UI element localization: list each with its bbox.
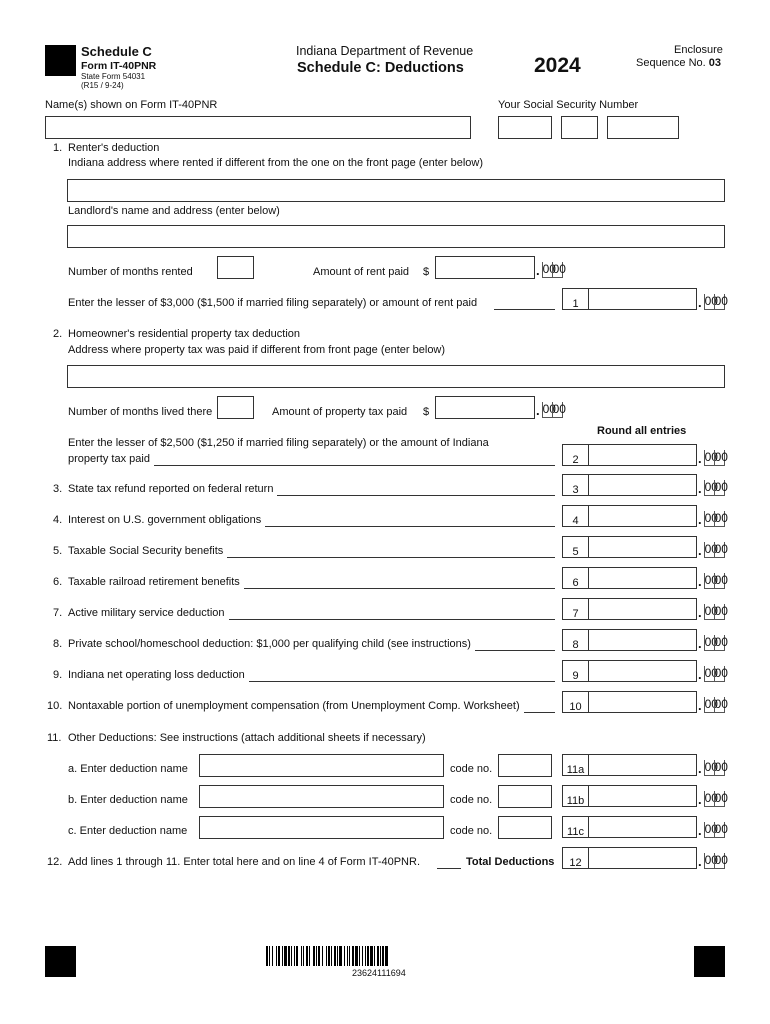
line-label: Taxable Social Security benefits bbox=[68, 545, 224, 557]
line-cents: . 00 00 bbox=[698, 542, 728, 558]
code-no-label: code no. bbox=[450, 794, 493, 806]
corner-mark-top-left bbox=[45, 45, 76, 76]
line-amount-box[interactable]: 9 bbox=[562, 660, 697, 682]
leader-line bbox=[244, 588, 555, 589]
line-cents: . 00 00 bbox=[698, 480, 728, 496]
barcode bbox=[266, 946, 504, 966]
line11-title: Other Deductions: See instructions (attach additional sheets if necessary) bbox=[68, 732, 426, 744]
rental-address-input[interactable] bbox=[67, 179, 725, 202]
form-label: Form IT-40PNR bbox=[81, 60, 157, 72]
line-cents: . 00 00 bbox=[698, 697, 728, 713]
ssn-label: Your Social Security Number bbox=[498, 99, 639, 111]
leader-line bbox=[437, 868, 461, 869]
deduction-name-label: b. Enter deduction name bbox=[68, 794, 188, 806]
line-cents: . 00 00 bbox=[698, 635, 728, 651]
leader-line bbox=[229, 619, 555, 620]
code-no-input[interactable] bbox=[498, 754, 552, 777]
property-address-input[interactable] bbox=[67, 365, 725, 388]
line-amount-box[interactable]: 3 bbox=[562, 474, 697, 496]
page-title: Schedule C: Deductions bbox=[297, 60, 464, 76]
deduction-name-input[interactable] bbox=[199, 754, 444, 777]
rent-paid-label: Amount of rent paid bbox=[313, 266, 410, 278]
months-lived-label: Number of months lived there bbox=[68, 406, 213, 418]
line-cents: . 00 00 bbox=[698, 604, 728, 620]
line-number: 6. bbox=[53, 576, 63, 588]
dollar-sign: $ bbox=[423, 266, 430, 278]
line-label: Private school/homeschool deduction: $1,000 per qualifying child (see instructions) bbox=[68, 638, 471, 650]
landlord-label: Landlord's name and address (enter below) bbox=[68, 205, 280, 217]
line11-cents: . 00 00 bbox=[698, 791, 728, 807]
line2-lesser-label-2: property tax paid bbox=[68, 453, 150, 465]
line2-cents: . 00 00 bbox=[698, 450, 728, 466]
line-number: 8. bbox=[53, 638, 63, 650]
rent-paid-input[interactable] bbox=[435, 256, 535, 279]
line11-amount-box[interactable]: 11b bbox=[562, 785, 697, 807]
line-number: 3. bbox=[53, 483, 63, 495]
line-label: State tax refund reported on federal return bbox=[68, 483, 274, 495]
total-deductions-label: Total Deductions bbox=[466, 856, 555, 868]
dollar-sign: $ bbox=[423, 406, 430, 418]
line-cents: . 00 00 bbox=[698, 573, 728, 589]
leader-line bbox=[277, 495, 555, 496]
line-number: 5. bbox=[53, 545, 63, 557]
state-form: State Form 54031 bbox=[81, 72, 146, 81]
rent-paid-cents: . 00 00 bbox=[536, 262, 566, 278]
line11-amount-box[interactable]: 11a bbox=[562, 754, 697, 776]
line-amount-box[interactable]: 7 bbox=[562, 598, 697, 620]
line2-title: Homeowner's residential property tax deduction bbox=[68, 328, 300, 340]
schedule-label: Schedule C bbox=[81, 44, 152, 59]
barcode-number: 23624111694 bbox=[352, 968, 406, 978]
leader-line bbox=[249, 681, 555, 682]
corner-mark-bottom-left bbox=[45, 946, 76, 977]
line-amount-box[interactable]: 4 bbox=[562, 505, 697, 527]
line-number: 10. bbox=[47, 700, 63, 712]
deduction-name-input[interactable] bbox=[199, 785, 444, 808]
line-number: 9. bbox=[53, 669, 63, 681]
line12-number: 12. bbox=[47, 856, 63, 868]
sequence-number bbox=[636, 57, 721, 69]
code-no-input[interactable] bbox=[498, 816, 552, 839]
line-amount-box[interactable]: 6 bbox=[562, 567, 697, 589]
round-entries-note: Round all entries bbox=[597, 425, 687, 437]
sequence-value: 03 bbox=[708, 57, 722, 69]
ssn-part-3[interactable] bbox=[607, 116, 679, 139]
line-number: 4. bbox=[53, 514, 63, 526]
leader-line bbox=[154, 465, 555, 466]
leader-line bbox=[265, 526, 555, 527]
line2-lesser-label-1: Enter the lesser of $2,500 ($1,250 if married filing separately) or the amount of Indiana bbox=[68, 437, 489, 449]
enclosure-label: Enclosure bbox=[674, 44, 723, 56]
landlord-input[interactable] bbox=[67, 225, 725, 248]
line1-number: 1. bbox=[53, 142, 63, 154]
property-tax-input[interactable] bbox=[435, 396, 535, 419]
leader-line bbox=[524, 712, 555, 713]
line-label: Active military service deduction bbox=[68, 607, 225, 619]
line1-address-label: Indiana address where rented if different from the one on the front page (enter below) bbox=[68, 157, 483, 169]
ssn-part-1[interactable] bbox=[498, 116, 552, 139]
department: Indiana Department of Revenue bbox=[296, 44, 474, 58]
revision: (R15 / 9-24) bbox=[81, 81, 124, 90]
line12-label: Add lines 1 through 11. Enter total here and on line 4 of Form IT-40PNR. bbox=[68, 856, 420, 868]
line-amount-box[interactable]: 8 bbox=[562, 629, 697, 651]
sequence-label: Sequence No. bbox=[636, 57, 706, 69]
line11-amount-box[interactable]: 11c bbox=[562, 816, 697, 838]
names-input[interactable] bbox=[45, 116, 471, 139]
line1-lesser-label: Enter the lesser of $3,000 ($1,500 if married filing separately) or amount of rent paid bbox=[68, 297, 478, 309]
line-amount-box[interactable]: 10 bbox=[562, 691, 697, 713]
tax-year: 2024 bbox=[534, 54, 581, 77]
line-cents: . 00 00 bbox=[698, 511, 728, 527]
line-number: 7. bbox=[53, 607, 63, 619]
code-no-input[interactable] bbox=[498, 785, 552, 808]
line12-amount-box[interactable]: 12 bbox=[562, 847, 697, 869]
line-cents: . 00 00 bbox=[698, 666, 728, 682]
months-rented-label: Number of months rented bbox=[68, 266, 193, 278]
code-no-label: code no. bbox=[450, 825, 493, 837]
corner-mark-bottom-right bbox=[694, 946, 725, 977]
line-label: Interest on U.S. government obligations bbox=[68, 514, 262, 526]
deduction-name-label: c. Enter deduction name bbox=[68, 825, 188, 837]
line2-number: 2. bbox=[53, 328, 63, 340]
code-no-label: code no. bbox=[450, 763, 493, 775]
months-lived-input[interactable] bbox=[217, 396, 254, 419]
line11-number: 11. bbox=[47, 732, 62, 744]
line2-address-label: Address where property tax was paid if different from front page (enter below) bbox=[68, 344, 446, 356]
line1-amount-box[interactable]: 1 bbox=[562, 288, 697, 310]
leader-line bbox=[494, 309, 555, 310]
line11-cents: . 00 00 bbox=[698, 822, 728, 838]
line1-cents: . 00 00 bbox=[698, 294, 728, 310]
line11-cents: . 00 00 bbox=[698, 760, 728, 776]
line-label: Taxable railroad retirement benefits bbox=[68, 576, 240, 588]
deduction-name-label: a. Enter deduction name bbox=[68, 763, 188, 775]
line-label: Indiana net operating loss deduction bbox=[68, 669, 245, 681]
names-label: Name(s) shown on Form IT-40PNR bbox=[45, 99, 218, 111]
line1-title: Renter's deduction bbox=[68, 142, 160, 154]
line-amount-box[interactable]: 5 bbox=[562, 536, 697, 558]
line2-amount-box[interactable]: 2 bbox=[562, 444, 697, 466]
line-label: Nontaxable portion of unemployment compensation (from Unemployment Comp. Worksheet) bbox=[68, 700, 520, 712]
property-tax-cents: . 00 00 bbox=[536, 402, 566, 418]
months-rented-input[interactable] bbox=[217, 256, 254, 279]
deduction-name-input[interactable] bbox=[199, 816, 444, 839]
leader-line bbox=[475, 650, 555, 651]
line12-cents: . 00 00 bbox=[698, 853, 728, 869]
leader-line bbox=[227, 557, 555, 558]
property-tax-label: Amount of property tax paid bbox=[272, 406, 408, 418]
ssn-part-2[interactable] bbox=[561, 116, 598, 139]
